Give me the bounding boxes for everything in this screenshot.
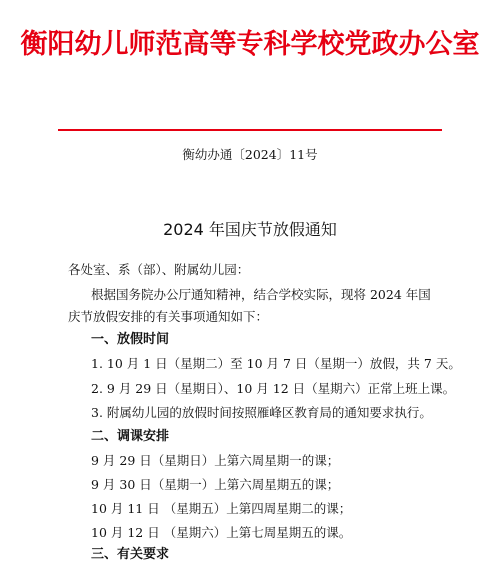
section-2-heading: 二、调课安排 xyxy=(91,429,170,444)
section-1-heading: 一、放假时间 xyxy=(91,332,170,347)
section-2-item-4: 10 月 12 日 （星期六）上第七周星期五的课。 xyxy=(91,525,352,540)
notice-title: 2024 年国庆节放假通知 xyxy=(163,220,337,239)
section-1-item-1: 1. 10 月 1 日（星期二）至 10 月 7 日（星期一）放假，共 7 天。 xyxy=(91,356,461,371)
document-number: 衡幼办通〔2024〕11号 xyxy=(182,147,318,162)
section-2-item-1: 9 月 29 日（星期日）上第六周星期一的课； xyxy=(91,453,340,468)
section-2-item-2: 9 月 30 日（星期一）上第六周星期五的课； xyxy=(91,477,340,492)
section-1-item-2: 2. 9 月 29 日（星期日）、10 月 12 日（星期六）正常上班上课。 xyxy=(91,381,456,396)
section-2-item-3: 10 月 11 日 （星期五）上第四周星期二的课； xyxy=(91,501,352,516)
org-header-title: 衡阳幼儿师范高等专科学校党政办公室 xyxy=(20,29,480,60)
section-3-heading: 三、有关要求 xyxy=(91,547,170,562)
intro-line-2: 庆节放假安排的有关事项通知如下： xyxy=(68,309,269,324)
salutation: 各处室、系（部）、附属幼儿园： xyxy=(68,262,250,277)
intro-line-1: 根据国务院办公厅通知精神，结合学校实际，现将 2024 年国 xyxy=(91,287,431,302)
section-1-item-3: 3. 附属幼儿园的放假时间按照雁峰区教育局的通知要求执行。 xyxy=(91,405,432,420)
red-divider-rule xyxy=(58,129,442,131)
